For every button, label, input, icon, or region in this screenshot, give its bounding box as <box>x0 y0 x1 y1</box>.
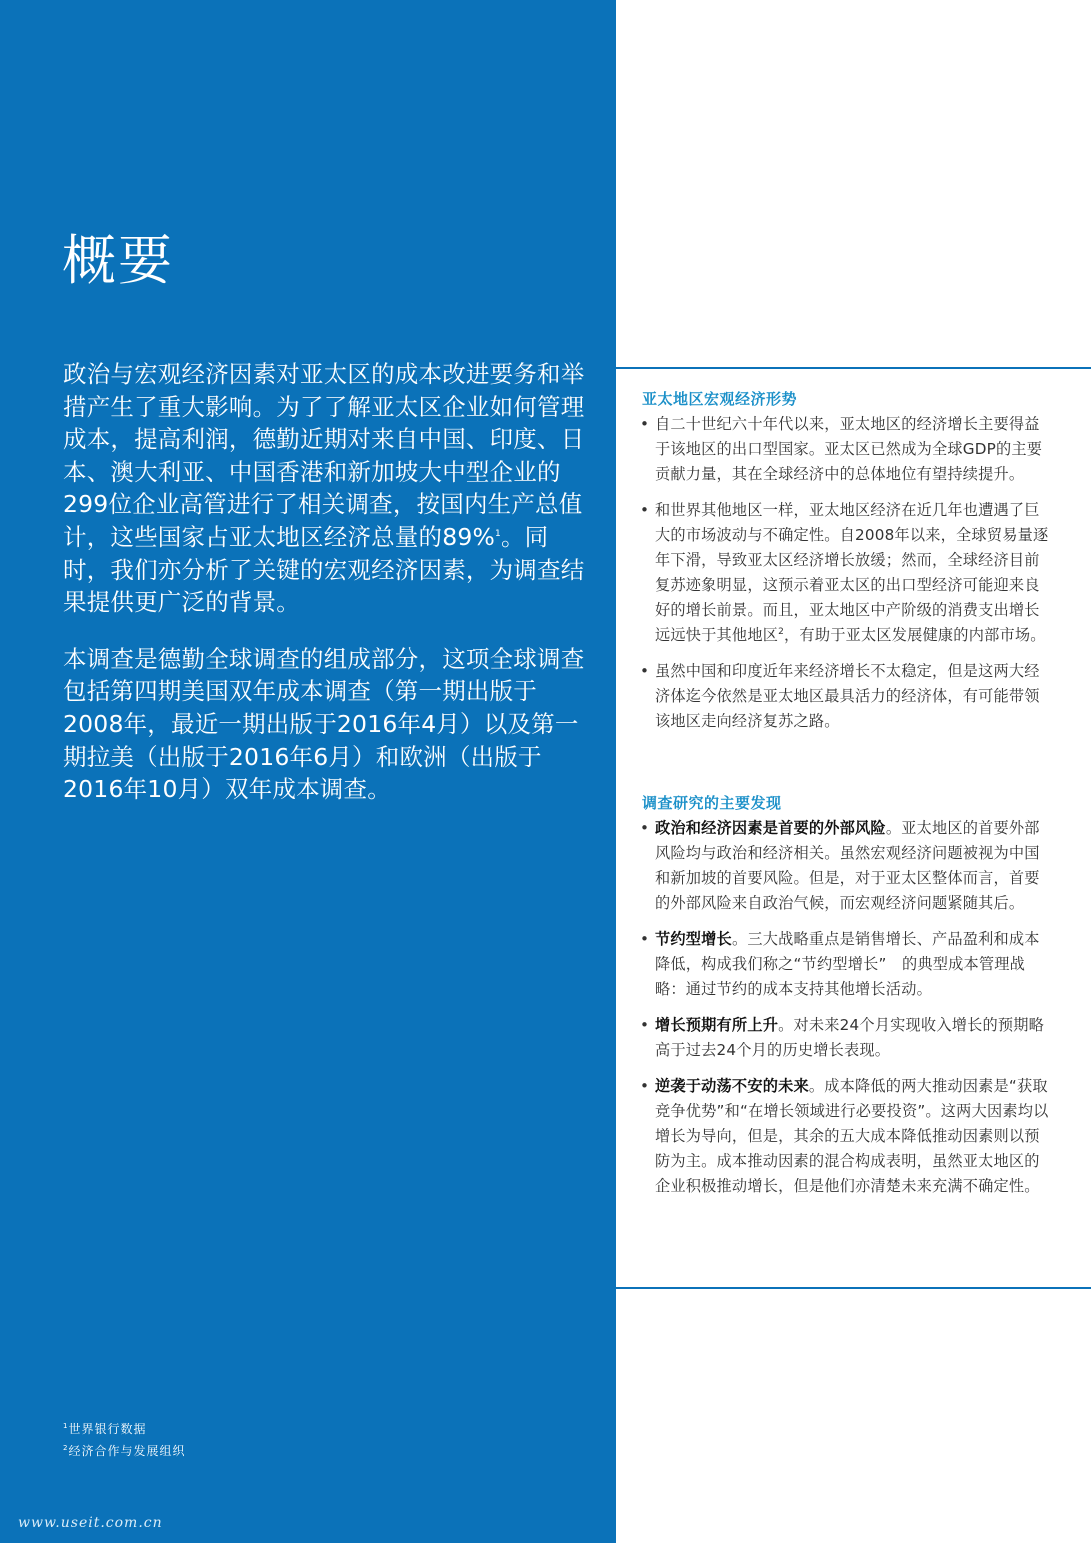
bullet-lead: 政治和经济因素是首要的外部风险 <box>655 819 886 837</box>
list-item <box>640 927 1050 1002</box>
bullet-text: 虽然中国和印度近年来经济增长不太稳定，但是这两大经济体迄今依然是亚太地区最具活力的经济体，有可能带领该地区走向经济复苏之路。 <box>655 662 1040 730</box>
bullet-text: 自二十世纪六十年代以来，亚太地区的经济增长主要得益于该地区的出口型国家。亚太区已然成为全球GDP的主要贡献力量，其在全球经济中的总体地位有望持续提升。 <box>655 415 1043 483</box>
list-item <box>640 498 1050 648</box>
bullet-text: ，有助于亚太区发展健康的内部市场。 <box>784 626 1046 644</box>
footnote <box>63 1418 185 1440</box>
bullet-text: 。对未来24个月实现收入增长的预期略高于过去24个月的历史增长表现。 <box>655 1016 1045 1059</box>
list-item <box>640 1013 1050 1063</box>
list-item <box>640 816 1050 916</box>
list-item <box>640 412 1050 487</box>
intro-paragraph <box>63 643 593 806</box>
footnote-text: 经济合作与发展组织 <box>68 1444 186 1458</box>
divider-top <box>616 367 1091 369</box>
paragraph-text: 。同时，我们亦分析了关键的宏观经济因素，为调查结果提供更广泛的背景。 <box>63 522 585 617</box>
list-item <box>640 659 1050 734</box>
footnote-number: 1 <box>63 1422 69 1430</box>
right-panel <box>616 0 1091 1543</box>
macro-bullet-list <box>640 412 1050 745</box>
footnote <box>63 1440 185 1462</box>
section-heading-macro: 亚太地区宏观经济形势 <box>642 390 798 408</box>
footnote-number: 2 <box>63 1444 69 1452</box>
bullet-text: 。三大战略重点是销售增长、产品盈利和成本降低，构成我们称之“节约型增长” 的典型成本管理战略：通过节约的成本支持其他增长活动。 <box>655 930 1040 998</box>
footnotes <box>63 1418 185 1462</box>
paragraph-text: 本调查是德勤全球调查的组成部分，这项全球调查包括第四期美国双年成本调查（第一期出版于2008年，最近一期出版于2016年4月）以及第一期拉美（出版于2016年6月）和欧洲（出版于2016年10月）双年成本调查。 <box>63 644 585 804</box>
bullet-text: 。亚太地区的首要外部风险均与政治和经济相关。虽然宏观经济问题被视为中国和新加坡的首要风险。但是，对于亚太区整体而言，首要的外部风险来自政治气候，而宏观经济问题紧随其后。 <box>655 819 1040 912</box>
footnote-ref: 1 <box>495 529 501 540</box>
bullet-lead: 增长预期有所上升 <box>655 1016 779 1034</box>
intro-paragraph <box>63 358 593 619</box>
paragraph-text: 政治与宏观经济因素对亚太区的成本改进要务和举措产生了重大影响。为了了解亚太区企业如何管理成本，提高利润，德勤近期对来自中国、印度、日本、澳大利亚、中国香港和新加坡大中型企业的299位企业高管进行了相关调查，按国内生产总值计，这些国家占亚太地区经济总量的89% <box>63 360 585 551</box>
bullet-text: 。成本降低的两大推动因素是“获取竞争优势”和“在增长领域进行必要投资”。这两大因素均以增长为导向，但是，其余的五大成本降低推动因素则以预防为主。成本推动因素的混合构成表明，虽然亚太地区的企业积极推动增长，但是他们亦清楚未来充满不确定性。 <box>655 1077 1049 1195</box>
divider-bottom <box>616 1287 1091 1289</box>
page-title: 概要 <box>62 229 174 292</box>
footnote-ref: 2 <box>778 626 785 637</box>
watermark: www.useit.com.cn <box>18 1515 163 1531</box>
bullet-lead: 逆袭于动荡不安的未来 <box>655 1077 809 1095</box>
intro-text <box>63 358 593 830</box>
footnote-text: 世界银行数据 <box>68 1422 147 1436</box>
bullet-lead: 节约型增长 <box>655 930 732 948</box>
section-heading-findings: 调查研究的主要发现 <box>642 794 782 812</box>
bullet-text: 和世界其他地区一样，亚太地区经济在近几年也遭遇了巨大的市场波动与不确定性。自2008年以来，全球贸易量逐年下滑，导致亚太区经济增长放缓；然而，全球经济目前复苏迹象明显，这预示着亚太区的出口型经济可能迎来良好的增长前景。而且，亚太地区中产阶级的消费支出增长远远快于其他地区 <box>655 501 1049 644</box>
findings-bullet-list <box>640 816 1050 1210</box>
list-item <box>640 1074 1050 1199</box>
